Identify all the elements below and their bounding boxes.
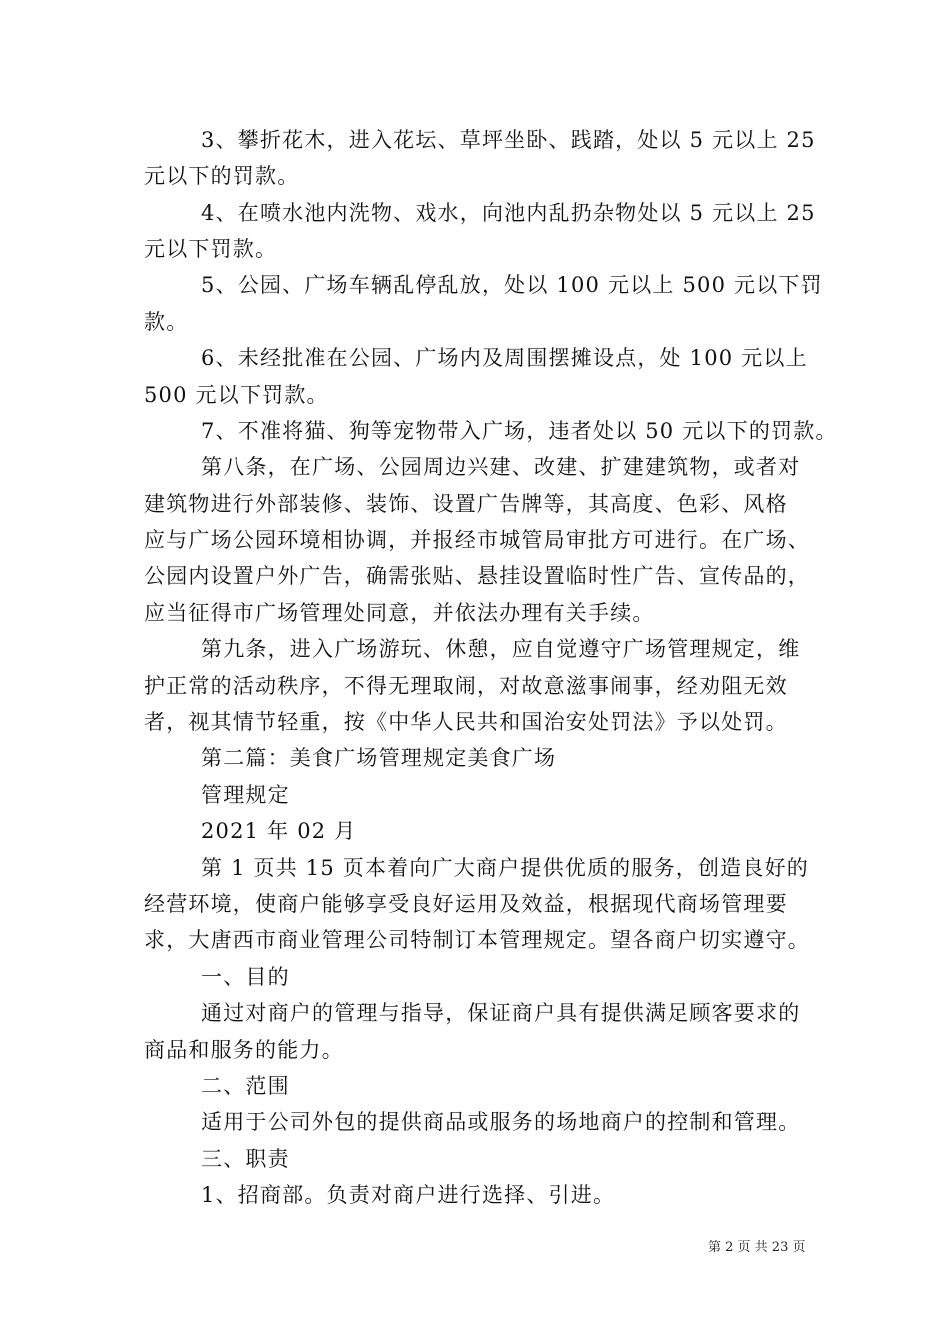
text-line: 求，大唐西市商业管理公司特制订本管理规定。望各商户切实遵守。 [144, 928, 810, 952]
text-line: 建筑物进行外部装修、装饰、设置广告牌等，其高度、色彩、风格 [144, 492, 788, 516]
text-line: 7、不准将猫、狗等宠物带入广场，违者处以 50 元以下的罚款。 [201, 419, 838, 443]
section-heading: 管理规定 [201, 783, 290, 807]
text-line: 第八条，在广场、公园周边兴建、改建、扩建建筑物，或者对 [201, 455, 801, 479]
date-line: 2021 年 02 月 [201, 819, 357, 843]
section-heading: 第二篇：美食广场管理规定美食广场 [201, 746, 557, 770]
text-line: 5、公园、广场车辆乱停乱放，处以 100 元以上 500 元以下罚 [201, 273, 823, 297]
text-line: 通过对商户的管理与指导，保证商户具有提供满足顾客要求的 [201, 1001, 801, 1025]
text-line: 商品和服务的能力。 [144, 1038, 344, 1062]
section-heading: 二、范围 [201, 1074, 290, 1098]
text-line: 适用于公司外包的提供商品或服务的场地商户的控制和管理。 [201, 1110, 801, 1134]
text-line: 6、未经批准在公园、广场内及周围摆摊设点，处 100 元以上 [201, 346, 808, 370]
text-line: 3、攀折花木，进入花坛、草坪坐卧、践踏，处以 5 元以上 25 [201, 128, 816, 152]
section-heading: 三、职责 [201, 1147, 290, 1171]
text-line: 经营环境，使商户能够享受良好运用及效益，根据现代商场管理要 [144, 892, 788, 916]
text-line: 4、在喷水池内洗物、戏水，向池内乱扔杂物处以 5 元以上 25 [201, 201, 816, 225]
text-line: 第九条，进入广场游玩、休憩，应自觉遵守广场管理规定，维 [201, 637, 801, 661]
text-line: 元以下罚款。 [144, 237, 278, 261]
text-line: 公园内设置户外广告，确需张贴、悬挂设置临时性广告、宣传品的， [144, 564, 810, 588]
text-line: 护正常的活动秩序，不得无理取闹，对故意滋事闹事，经劝阻无效 [144, 674, 788, 698]
text-line: 500 元以下罚款。 [144, 383, 329, 407]
text-line: 款。 [144, 310, 189, 334]
text-line: 元以下的罚款。 [144, 164, 300, 188]
text-line: 者，视其情节轻重，按《中华人民共和国治安处罚法》予以处罚。 [144, 710, 788, 734]
section-heading: 一、目的 [201, 965, 290, 989]
page-footer: 第 2 页 共 23 页 [708, 1240, 806, 1255]
text-line: 第 1 页共 15 页本着向广大商户提供优质的服务，创造良好的 [201, 856, 809, 880]
text-line: 应当征得市广场管理处同意，并依法办理有关手续。 [144, 601, 655, 625]
text-line: 1、招商部。负责对商户进行选择、引进。 [201, 1183, 616, 1207]
text-line: 应与广场公园环境相协调，并报经市城管局审批方可进行。在广场、 [144, 528, 810, 552]
